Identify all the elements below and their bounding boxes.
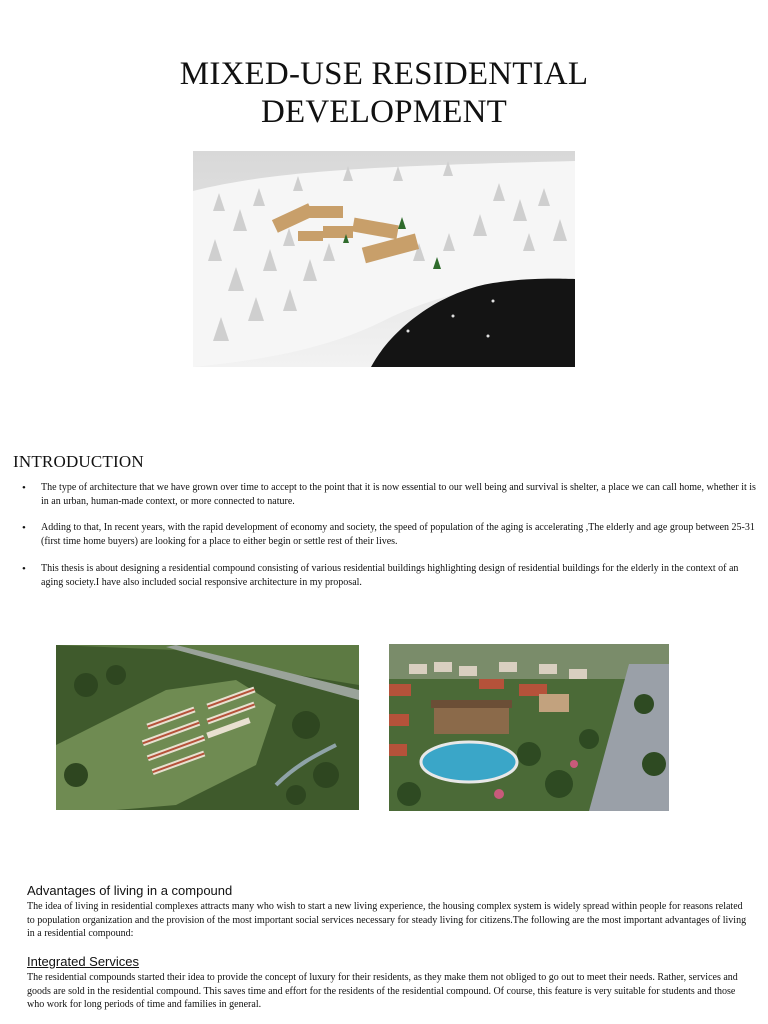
- snowy-site-model-render-icon: [193, 151, 575, 367]
- page-title-line-1: MIXED-USE RESIDENTIAL: [179, 56, 589, 92]
- integrated-services-paragraph: The residential compounds started their idea to provide the concept of luxury for their residents, as they make them not obliged to go out to meet their needs. Rather, services and goods are sold in the residential compound. This saves time and effort for the residents of the residential compound. Of course, this feature is very suitable for students and those who work for long periods of time and families in general.: [27, 972, 738, 1010]
- intro-bullet-text: This thesis is about designing a residential compound consisting of various residential buildings highlighting design of residential buildings for the elderly in the context of an aging society.I have also included social responsive architecture in my proposal.: [41, 563, 739, 588]
- aerial-housing-rows-render-icon: [56, 645, 359, 810]
- integrated-services-heading: Integrated Services: [27, 954, 140, 969]
- bullet-icon: •: [22, 563, 26, 575]
- intro-bullet-text: The type of architecture that we have grown over time to accept to the point that it is now essential to our well being and survival is shelter, a place we can call home, whether it is in an urban, human-made context, or more connected to nature.: [41, 482, 756, 507]
- bullet-icon: •: [22, 522, 26, 534]
- resort-aerial-image: [389, 644, 669, 811]
- hero-site-model-image: [193, 151, 575, 367]
- bullet-icon: •: [22, 482, 26, 494]
- advantages-paragraph: The idea of living in residential complexes attracts many who wish to start a new living experience, the housing complex system is widely spread within people for reasons related to population organization and the provision of the most important social services necessary for steady living for citizens.The following are the most important advantages of living in a residential compound:: [27, 901, 747, 939]
- intro-bullet-text: Adding to that, In recent years, with the rapid development of economy and society, the speed of population of the aging is accelerating ,The elderly and age group between 25-31 (first time home buyers) are looking for a place to either begin or settle rest of their lives.: [41, 522, 755, 547]
- aerial-housing-image: [56, 645, 359, 810]
- page-title-line-2: DEVELOPMENT: [260, 94, 507, 130]
- advantages-heading: Advantages of living in a compound: [27, 883, 233, 898]
- resort-pool-aerial-render-icon: [389, 644, 669, 811]
- introduction-heading: INTRODUCTION: [13, 452, 144, 471]
